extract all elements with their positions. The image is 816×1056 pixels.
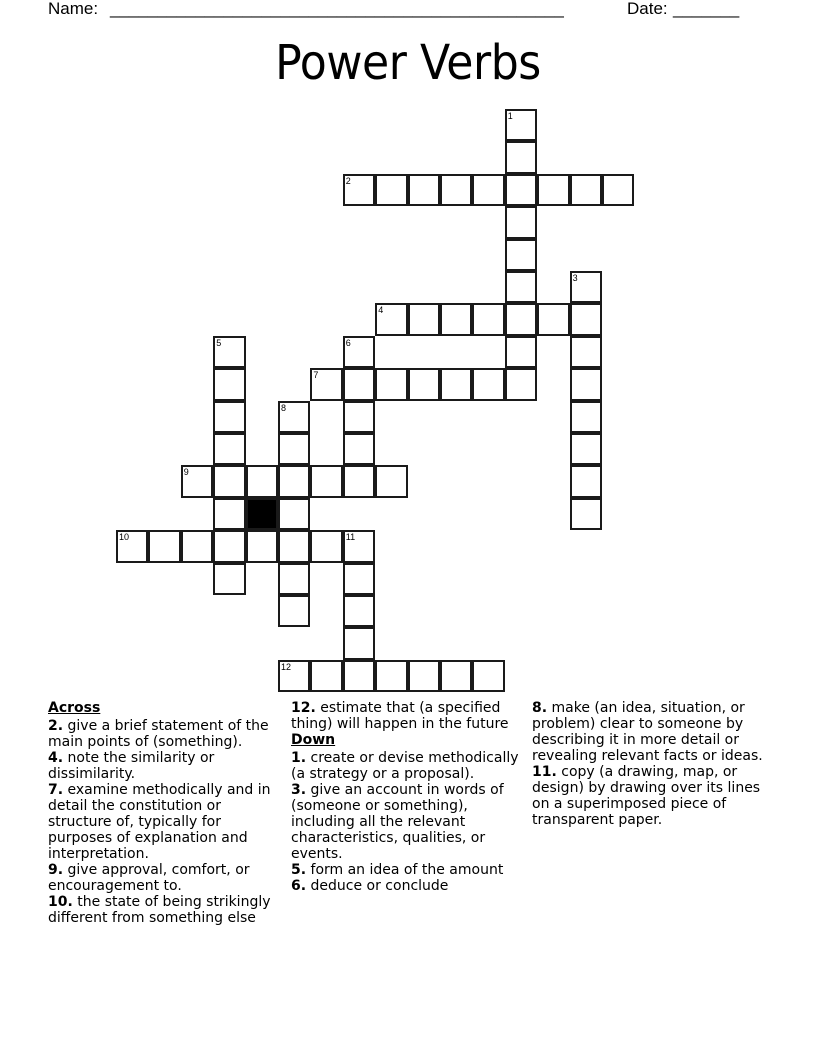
clue-down-6 bbox=[291, 878, 526, 894]
page-title: Power Verbs bbox=[275, 35, 541, 91]
clue-number: 5. bbox=[291, 862, 307, 878]
crossword-cell[interactable] bbox=[278, 401, 310, 433]
crossword-cell[interactable] bbox=[213, 530, 245, 562]
crossword-cell[interactable] bbox=[148, 530, 180, 562]
crossword-cell[interactable] bbox=[505, 141, 537, 173]
crossword-cell[interactable] bbox=[375, 465, 407, 497]
clue-number: 1. bbox=[291, 750, 307, 766]
crossword-cell[interactable] bbox=[570, 174, 602, 206]
crossword-cell[interactable] bbox=[440, 660, 472, 692]
crossword-cell[interactable] bbox=[570, 368, 602, 400]
crossword-cell[interactable] bbox=[472, 303, 504, 335]
clue-number: 4. bbox=[48, 750, 64, 766]
clue-text: copy (a drawing, map, or design) by drawing over its lines on a superimposed piece of transparent paper. bbox=[532, 764, 761, 828]
name-field[interactable]: ________________________________________________ bbox=[110, 0, 564, 18]
crossword-cell[interactable] bbox=[213, 563, 245, 595]
crossword-cell[interactable] bbox=[116, 530, 148, 562]
clue-across-2 bbox=[48, 718, 283, 750]
crossword-cell[interactable] bbox=[505, 206, 537, 238]
clue-down-8 bbox=[532, 700, 772, 764]
crossword-cell[interactable] bbox=[602, 174, 634, 206]
crossword-cell[interactable] bbox=[472, 368, 504, 400]
crossword-cell[interactable] bbox=[246, 530, 278, 562]
clues-column-3 bbox=[532, 700, 772, 828]
crossword-cell[interactable] bbox=[440, 368, 472, 400]
crossword-cell[interactable] bbox=[213, 336, 245, 368]
crossword-cell[interactable] bbox=[505, 303, 537, 335]
crossword-cell[interactable] bbox=[505, 368, 537, 400]
crossword-cell[interactable] bbox=[440, 303, 472, 335]
clue-across-12 bbox=[291, 700, 526, 732]
clue-number: 12. bbox=[291, 700, 316, 716]
crossword-cell[interactable] bbox=[375, 660, 407, 692]
clue-text: the state of being strikingly different from something else bbox=[48, 894, 271, 926]
clue-number: 10. bbox=[48, 894, 73, 910]
crossword-cell[interactable] bbox=[505, 174, 537, 206]
crossword-cell[interactable] bbox=[343, 530, 375, 562]
crossword-cell[interactable] bbox=[343, 627, 375, 659]
crossword-cell[interactable] bbox=[472, 660, 504, 692]
crossword-cell[interactable] bbox=[213, 401, 245, 433]
crossword-cell[interactable] bbox=[246, 465, 278, 497]
clue-number: 6. bbox=[291, 878, 307, 894]
cell-number: 3 bbox=[572, 273, 578, 283]
clue-down-5 bbox=[291, 862, 526, 878]
crossword-cell[interactable] bbox=[537, 303, 569, 335]
crossword-cell[interactable] bbox=[570, 336, 602, 368]
crossword-cell[interactable] bbox=[408, 303, 440, 335]
date-label: Date: bbox=[627, 0, 668, 18]
crossword-cell[interactable] bbox=[310, 530, 342, 562]
crossword-cell[interactable] bbox=[570, 498, 602, 530]
crossword-cell[interactable] bbox=[375, 368, 407, 400]
clue-down-11 bbox=[532, 764, 772, 828]
clue-text: give a brief statement of the main points of (something). bbox=[48, 718, 269, 750]
cell-number: 5 bbox=[216, 337, 222, 348]
crossword-cell[interactable] bbox=[375, 174, 407, 206]
crossword-cell[interactable] bbox=[213, 465, 245, 497]
crossword-cell[interactable] bbox=[408, 368, 440, 400]
crossword-cell[interactable] bbox=[310, 465, 342, 497]
clue-number: 8. bbox=[532, 700, 548, 716]
clue-across-10 bbox=[48, 894, 283, 926]
cell-number: 9 bbox=[183, 467, 189, 478]
crossword-cell[interactable] bbox=[278, 660, 310, 692]
crossword-cell[interactable] bbox=[343, 563, 375, 595]
crossword-cell[interactable] bbox=[408, 660, 440, 692]
cell-number: 2 bbox=[345, 175, 351, 186]
crossword-cell[interactable] bbox=[343, 174, 375, 206]
clue-across-9 bbox=[48, 862, 283, 894]
crossword-cell[interactable] bbox=[570, 465, 602, 497]
cell-number: 6 bbox=[345, 337, 351, 348]
clue-number: 9. bbox=[48, 862, 64, 878]
clue-across-4 bbox=[48, 750, 283, 782]
crossword-cell[interactable] bbox=[213, 433, 245, 465]
crossword-cell[interactable] bbox=[505, 336, 537, 368]
across-heading: Across bbox=[48, 700, 101, 716]
crossword-cell[interactable] bbox=[408, 174, 440, 206]
crossword-cell[interactable] bbox=[278, 433, 310, 465]
crossword-cell[interactable] bbox=[375, 303, 407, 335]
clue-number: 3. bbox=[291, 782, 307, 798]
crossword-cell[interactable] bbox=[213, 368, 245, 400]
cell-number: 7 bbox=[313, 370, 319, 381]
crossword-cell[interactable] bbox=[278, 530, 310, 562]
crossword-cell[interactable] bbox=[278, 595, 310, 627]
clue-text: note the similarity or dissimilarity. bbox=[48, 750, 215, 782]
crossword-cell[interactable] bbox=[537, 174, 569, 206]
crossword-cell[interactable] bbox=[343, 401, 375, 433]
clue-number: 7. bbox=[48, 782, 64, 798]
clues-column-2 bbox=[291, 700, 526, 894]
crossword-cell[interactable] bbox=[472, 174, 504, 206]
clue-text: examine methodically and in detail the constitution or structure of, typically for purposes of explanation and interpretation. bbox=[48, 782, 271, 862]
crossword-cell[interactable] bbox=[343, 595, 375, 627]
crossword-cell[interactable] bbox=[570, 401, 602, 433]
crossword-cell[interactable] bbox=[181, 465, 213, 497]
clue-text: give an account in words of (someone or something), including all the relevant characteristics, qualities, or events. bbox=[291, 782, 504, 862]
crossword-cell[interactable] bbox=[343, 660, 375, 692]
crossword-cell[interactable] bbox=[213, 498, 245, 530]
down-heading: Down bbox=[291, 732, 336, 748]
black-cell bbox=[246, 498, 278, 530]
crossword-cell[interactable] bbox=[505, 109, 537, 141]
clue-text: give approval, comfort, or encouragement to. bbox=[48, 862, 250, 894]
clue-number: 2. bbox=[48, 718, 64, 734]
crossword-cell[interactable] bbox=[310, 368, 342, 400]
clue-down-1 bbox=[291, 750, 526, 782]
crossword-cell[interactable] bbox=[343, 433, 375, 465]
cell-number: 8 bbox=[281, 402, 287, 413]
name-label: Name: bbox=[48, 0, 99, 18]
clue-across-7 bbox=[48, 782, 283, 862]
crossword-cell[interactable] bbox=[570, 303, 602, 335]
crossword-cell[interactable] bbox=[570, 271, 602, 303]
clues-column-1 bbox=[48, 700, 283, 926]
crossword-cell[interactable] bbox=[440, 174, 472, 206]
crossword-cell[interactable] bbox=[278, 465, 310, 497]
clue-text: estimate that (a specified thing) will happen in the future bbox=[291, 700, 509, 732]
crossword-cell[interactable] bbox=[343, 336, 375, 368]
clue-text: create or devise methodically (a strategy or a proposal). bbox=[291, 750, 519, 782]
clue-down-3 bbox=[291, 782, 526, 862]
cell-number: 1 bbox=[507, 111, 513, 121]
clue-number: 11. bbox=[532, 764, 557, 780]
clue-text: make (an idea, situation, or problem) clear to someone by describing it in more detail or revealing relevant facts or ideas. bbox=[532, 700, 763, 764]
crossword-cell[interactable] bbox=[505, 239, 537, 271]
crossword-cell[interactable] bbox=[505, 271, 537, 303]
clue-text: form an idea of the amount bbox=[310, 862, 504, 878]
crossword-cell[interactable] bbox=[343, 465, 375, 497]
crossword-cell[interactable] bbox=[278, 498, 310, 530]
clue-text: deduce or conclude bbox=[310, 878, 449, 894]
cell-number: 12 bbox=[281, 661, 292, 672]
cell-number: 10 bbox=[119, 532, 130, 543]
crossword-cell[interactable] bbox=[310, 660, 342, 692]
cell-number: 4 bbox=[378, 305, 384, 316]
crossword-cell[interactable] bbox=[570, 433, 602, 465]
crossword-cell[interactable] bbox=[278, 563, 310, 595]
date-field[interactable]: _______ bbox=[673, 0, 740, 18]
crossword-cell[interactable] bbox=[343, 368, 375, 400]
crossword-cell[interactable] bbox=[181, 530, 213, 562]
cell-number: 11 bbox=[345, 532, 356, 543]
